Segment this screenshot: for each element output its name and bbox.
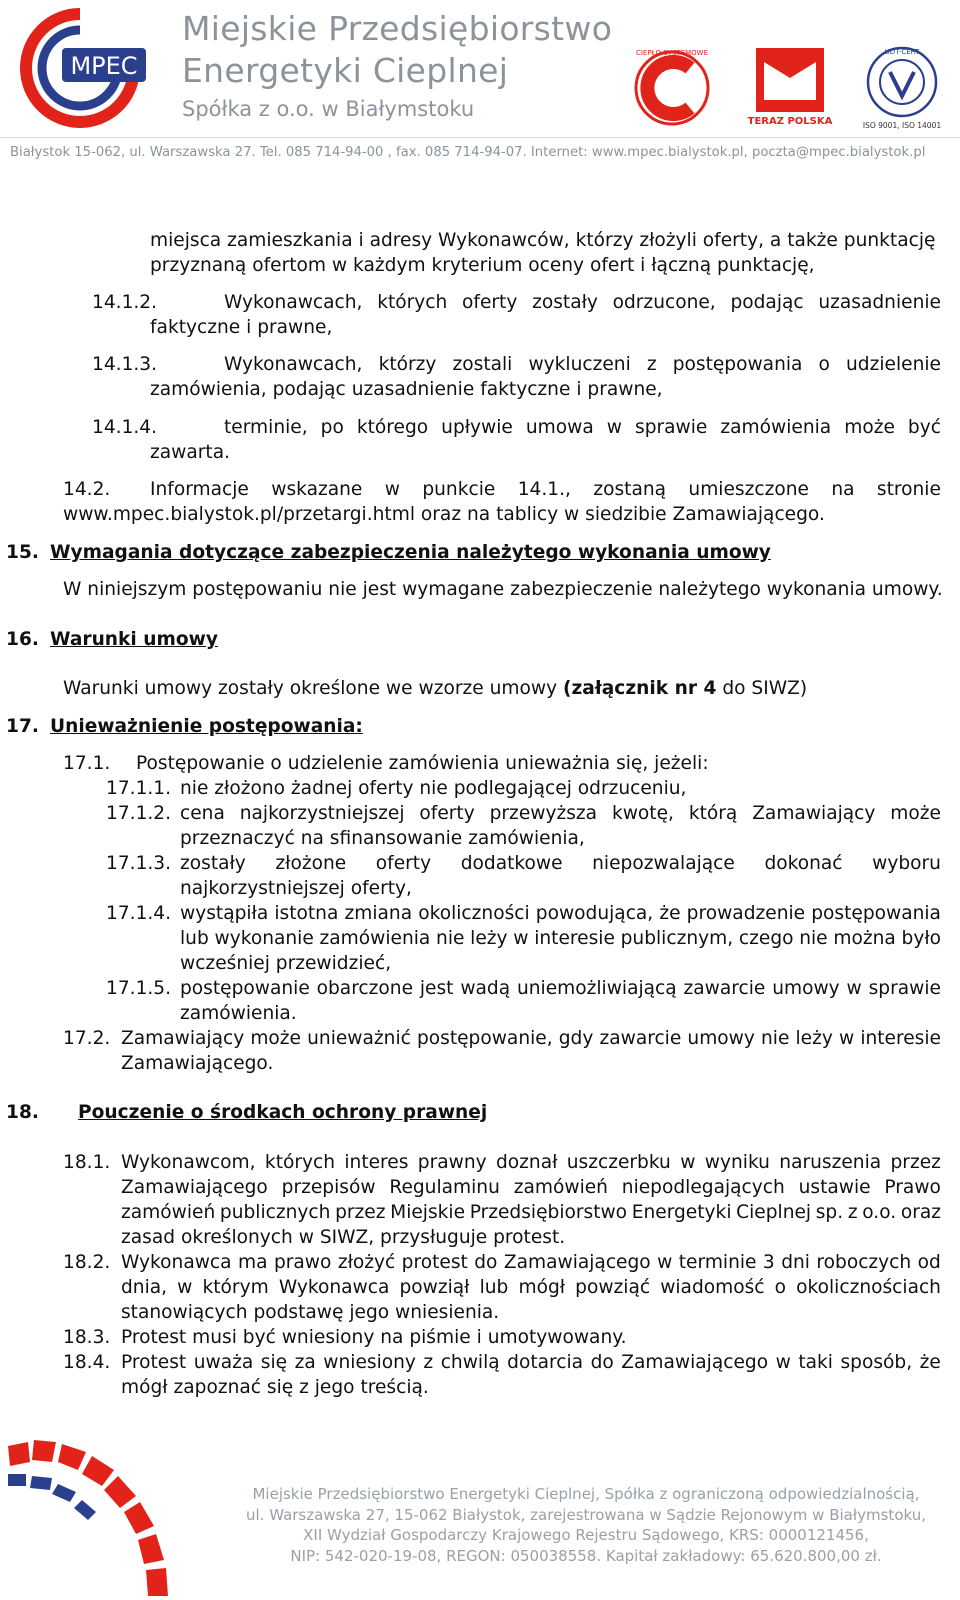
word: 14.1.,: [517, 479, 571, 500]
svg-text:ISO 9001, ISO 14001: ISO 9001, ISO 14001: [862, 121, 942, 130]
item-17-1-2-number: 17.1.2.: [106, 803, 172, 824]
word: Protest: [121, 1352, 187, 1373]
word: w: [513, 928, 529, 949]
company-name-block: [182, 8, 612, 124]
word: oferty: [419, 803, 475, 824]
word: że: [659, 903, 681, 924]
section-16-text-bold: (załącznik nr 4: [562, 678, 717, 699]
word: dodatkowe: [460, 853, 563, 874]
word: wniesiony: [323, 1352, 416, 1373]
item-18-4-line2: mógł zapoznać się z jego treścią.: [121, 1377, 429, 1398]
word: Zamawiającego: [503, 1252, 651, 1273]
word: leży: [795, 1028, 833, 1049]
word: w: [846, 978, 862, 999]
item-18-2-line3: stanowiących podstawę jego wniesienia.: [121, 1302, 500, 1323]
word: Regulaminu: [389, 1177, 500, 1198]
word: kwotę,: [611, 803, 674, 824]
word: sp.: [815, 1202, 844, 1223]
word: można: [833, 928, 896, 949]
word: chwilą: [440, 1352, 500, 1373]
word: nie: [436, 928, 465, 949]
item-14-1-4-line1: [224, 415, 941, 440]
item-18-1-line2: [121, 1175, 941, 1200]
item-14-1-3-number: 14.1.3.: [92, 354, 158, 375]
word: umieszczone: [688, 479, 809, 500]
word: z: [423, 1352, 434, 1373]
item-14-1-3-line2: zamówienia, podając uzasadnienie faktyczne i prawne,: [150, 379, 663, 400]
item-17-1-4-number: 17.1.4.: [106, 903, 172, 924]
company-line3: Spółka z o.o. w Białymstoku: [182, 97, 475, 121]
word: zawarcie: [599, 1028, 682, 1049]
word: Zamawiającego: [121, 1177, 268, 1198]
word: interesie: [860, 1028, 941, 1049]
word: zamówienia: [319, 928, 431, 949]
word: Wykonawcom,: [121, 1152, 256, 1173]
section-18-title: Pouczenie o środkach ochrony prawnej: [78, 1102, 488, 1123]
word: oraz: [900, 1202, 941, 1223]
item-17-1-3-number: 17.1.3.: [106, 853, 172, 874]
word: doznał: [495, 1152, 558, 1173]
item-14-1-4-line2: zawarta.: [150, 442, 230, 463]
word: wadą: [460, 978, 511, 999]
word: w: [177, 1277, 193, 1298]
svg-text:CIEPŁO SYSTEMOWE: CIEPŁO SYSTEMOWE: [635, 49, 709, 57]
item-17-1-5-number: 17.1.5.: [106, 978, 172, 999]
word: których: [264, 1152, 336, 1173]
certification-badges: [632, 44, 944, 134]
word: gdy: [558, 1028, 594, 1049]
word: Zamawiający: [752, 803, 876, 824]
word: w: [838, 1028, 855, 1049]
footer-line4: NIP: 542-020-19-08, REGON: 050038558. Kapitał zakładowy: 65.620.800,00 zł.: [290, 1546, 882, 1565]
header-divider: [0, 137, 960, 138]
word: lub: [479, 1277, 509, 1298]
word: upływie: [441, 417, 513, 438]
word: wykonanie: [214, 928, 314, 949]
word: na: [831, 479, 855, 500]
word: postępowania: [672, 354, 803, 375]
word: postępowanie: [180, 978, 310, 999]
word: Energetyki: [631, 1202, 732, 1223]
word: sprawie: [868, 978, 941, 999]
word: najkorzystniejszej: [239, 803, 405, 824]
word: wyniku: [704, 1152, 770, 1173]
svg-text:TERAZ POLSKA: TERAZ POLSKA: [747, 116, 833, 127]
word: istotna: [274, 903, 339, 924]
word: dni: [781, 1252, 810, 1273]
item-17-1-3-line2: najkorzystniejszej oferty,: [180, 878, 412, 899]
section-16-number: 16.: [6, 629, 39, 650]
mpec-logo: [10, 8, 150, 123]
company-line2: Energetyki Cieplnej: [182, 51, 509, 90]
word: przez: [335, 1202, 386, 1223]
company-line1: Miejskie Przedsiębiorstwo: [182, 9, 613, 48]
section-15-title: Wymagania dotyczące zabezpieczenia należytego wykonania umowy: [50, 542, 771, 563]
word: Wykonawcach,: [224, 292, 363, 313]
cieplo-systemowe-badge: [632, 46, 712, 130]
word: dokonać: [764, 853, 843, 874]
word: którą: [688, 803, 738, 824]
word: powodująca,: [535, 903, 654, 924]
item-17-1-5-line2: zamówienia.: [180, 1003, 297, 1024]
item-17-1-1-text: nie złożono żadnej oferty nie podlegającej odrzuceniu,: [180, 778, 687, 799]
teraz-polska-badge: [747, 48, 833, 128]
word: uzasadnienie: [818, 292, 941, 313]
item-14-1-2-line1: [224, 290, 941, 315]
footer-line3: XII Wydział Gospodarczy Krajowego Rejestru Sądowego, KRS: 0000121456,: [303, 1526, 869, 1544]
header-contact-line: Białystok 15-062, ul. Warszawska 27. Tel. 085 714-94-00 , fax. 085 714-94-07. Internet: www.mpec.bialystok.pl, poczta@mpec.bialystok.pl: [10, 145, 926, 160]
word: prawo: [273, 1252, 332, 1273]
word: lub: [180, 928, 209, 949]
word: okolicznościach: [796, 1277, 941, 1298]
word: odrzucone,: [612, 292, 716, 313]
word: Zamawiającego: [621, 1352, 769, 1373]
word: przepisów: [281, 1177, 376, 1198]
word: o.o.: [862, 1202, 897, 1223]
word: oferty: [462, 292, 518, 313]
word: Wykonawca: [278, 1277, 390, 1298]
word: których: [377, 292, 448, 313]
word: o: [774, 1277, 787, 1298]
section-18-number: 18.: [6, 1102, 39, 1123]
word: Informacje: [150, 479, 249, 500]
word: powziął: [399, 1277, 470, 1298]
word: dotarcia: [507, 1352, 584, 1373]
item-17-1-3-line1: [180, 851, 941, 876]
word: jest: [419, 978, 454, 999]
item-17-1-5-line1: [180, 976, 941, 1001]
word: być: [907, 417, 941, 438]
word: od: [917, 1252, 941, 1273]
item-18-1-line3: [121, 1200, 941, 1225]
word: zostały: [532, 292, 598, 313]
word: sposób,: [840, 1352, 913, 1373]
item-17-1-text: Postępowanie o udzielenie zamówienia unieważnia się, jeżeli:: [136, 753, 709, 774]
word: sprawie: [635, 417, 708, 438]
item-18-1-line1: [121, 1150, 941, 1175]
section-15-text: W niniejszym postępowaniu nie jest wymagane zabezpieczenie należytego wykonania umowy.: [63, 579, 943, 600]
word: stronie: [876, 479, 941, 500]
item-18-1-line4: zasad określonych w SIWZ, przysługuje protest.: [121, 1227, 566, 1248]
word: złożone: [275, 853, 347, 874]
item-17-1-1-number: 17.1.1.: [106, 778, 172, 799]
item-17-2-number: 17.2.: [63, 1028, 111, 1049]
word: Cieplnej: [736, 1202, 812, 1223]
udt-cert-badge: [860, 44, 944, 132]
word: którego: [356, 417, 429, 438]
word: wystąpiła: [180, 903, 269, 924]
item-14-1-3-line1: [224, 352, 941, 377]
word: umowy: [687, 1028, 755, 1049]
item-14-2-line1: [150, 477, 941, 502]
word: uniemożliwiającą: [516, 978, 677, 999]
item-14-1-2-number: 14.1.2.: [92, 292, 158, 313]
word: w: [606, 417, 622, 438]
word: podając: [730, 292, 804, 313]
word: zostały: [180, 853, 246, 874]
word: uważa: [193, 1352, 254, 1373]
section-17-title: Unieważnienie postępowania:: [50, 716, 363, 737]
word: terminie,: [224, 417, 308, 438]
footer-arc-decoration: [6, 1440, 196, 1600]
section-15-number: 15.: [6, 542, 39, 563]
section-17-number: 17.: [6, 716, 39, 737]
word: w: [384, 479, 400, 500]
word: niepozwalające: [592, 853, 735, 874]
item-17-1-2-line1: [180, 801, 941, 826]
item-18-1-number: 18.1.: [63, 1152, 111, 1173]
word: za: [294, 1352, 316, 1373]
word: przewyższa: [489, 803, 598, 824]
word: w: [680, 1152, 696, 1173]
word: Wykonawcach,: [224, 354, 363, 375]
word: zawarcie: [683, 978, 766, 999]
word: nie: [761, 1028, 790, 1049]
word: w: [657, 1252, 673, 1273]
word: czego: [738, 928, 794, 949]
word: zostaną: [593, 479, 667, 500]
word: się: [260, 1352, 288, 1373]
word: niepodlegających: [621, 1177, 785, 1198]
word: w: [775, 1352, 791, 1373]
word: publicznych: [219, 1202, 331, 1223]
section-16-text-c: do SIWZ): [716, 678, 808, 699]
word: do: [474, 1252, 498, 1273]
footer-line1: Miejskie Przedsiębiorstwo Energetyki Cieplnej, Spółka z ograniczoną odpowiedzialnością,: [252, 1485, 920, 1503]
item-18-4-number: 18.4.: [63, 1352, 111, 1373]
word: roboczych: [816, 1252, 912, 1273]
word: dnia,: [121, 1277, 168, 1298]
word: prowadzenie: [686, 903, 806, 924]
word: taki: [798, 1352, 833, 1373]
word: protest: [401, 1252, 468, 1273]
word: było: [901, 928, 941, 949]
word: zamówienia: [720, 417, 832, 438]
section-16-text: [63, 676, 807, 701]
word: złożyć: [337, 1252, 396, 1273]
word: zostali: [452, 354, 513, 375]
word: do: [590, 1352, 614, 1373]
word: naruszenia: [779, 1152, 882, 1173]
word: ustawie: [798, 1177, 871, 1198]
word: Przedsiębiorstwo: [469, 1202, 628, 1223]
word: zmiana: [344, 903, 413, 924]
item-18-4-line1: [121, 1350, 941, 1375]
word: wskazane: [271, 479, 363, 500]
word: przez: [890, 1152, 941, 1173]
word: 3: [762, 1252, 775, 1273]
word: że: [919, 1352, 941, 1373]
word: cena: [180, 803, 225, 824]
item-18-3-text: Protest musi być wniesiony na piśmie i umotywowany.: [121, 1327, 627, 1348]
logo-text: MPEC: [70, 52, 138, 80]
item-18-2-line1: [121, 1250, 941, 1275]
item-18-3-number: 18.3.: [63, 1327, 111, 1348]
word: postępowania: [811, 903, 941, 924]
word: którzy: [378, 354, 437, 375]
item-14-1-2-line2: faktyczne i prawne,: [150, 317, 333, 338]
word: zamówień: [121, 1202, 216, 1223]
section-16-title: Warunki umowy: [50, 629, 218, 650]
word: może: [844, 417, 895, 438]
section-16-text-a: Warunki umowy zostały określone we wzorze umowy: [63, 678, 563, 699]
word: okoliczności: [418, 903, 530, 924]
footer-line2: ul. Warszawska 27, 15-062 Białystok, zarejestrowana w Sądzie Rejonowym w Białymstoku,: [245, 1505, 926, 1524]
word: Zamawiający: [121, 1028, 245, 1049]
item-17-1-4-line2: [180, 926, 941, 951]
word: po: [320, 417, 344, 438]
word: udzielenie: [846, 354, 941, 375]
word: umowy: [772, 978, 840, 999]
word: oferty: [375, 853, 432, 874]
word: interesie: [534, 928, 615, 949]
svg-text:UDT-CERT: UDT-CERT: [884, 48, 920, 56]
word: obarczone: [316, 978, 414, 999]
word: mógł: [518, 1277, 566, 1298]
item-17-2-line2: Zamawiającego.: [121, 1053, 274, 1074]
word: którym: [202, 1277, 269, 1298]
word: z: [646, 354, 657, 375]
word: nie: [799, 928, 828, 949]
word: unieważnić: [307, 1028, 411, 1049]
item-14-2-line2: www.mpec.bialystok.pl/przetargi.html oraz na tablicy w siedzibie Zamawiającego.: [63, 504, 825, 525]
word: Miejskie: [390, 1202, 466, 1223]
word: może: [890, 803, 941, 824]
word: postępowanie,: [416, 1028, 553, 1049]
intro-line1: miejsca zamieszkania i adresy Wykonawców, którzy złożyli oferty, a także punktację: [150, 230, 936, 251]
footer-company-info: [236, 1484, 936, 1566]
word: Wykonawca: [121, 1252, 232, 1273]
word: umowa: [525, 417, 594, 438]
word: Prawo: [884, 1177, 941, 1198]
item-17-1-number: 17.1.: [63, 753, 111, 774]
intro-line2: przyznaną ofertom w każdym kryterium oceny ofert i łączną punktację,: [150, 255, 815, 276]
item-14-2-number: 14.2.: [63, 479, 111, 500]
word: prawny: [417, 1152, 487, 1173]
word: wyboru: [872, 853, 941, 874]
word: zamówień: [513, 1177, 608, 1198]
word: z: [847, 1202, 858, 1223]
word: interes: [344, 1152, 409, 1173]
word: może: [250, 1028, 302, 1049]
item-17-1-4-line1: [180, 901, 941, 926]
word: powziąć: [575, 1277, 651, 1298]
word: leży: [470, 928, 508, 949]
word: o: [818, 354, 830, 375]
item-17-1-4-line3: wcześniej przewidzieć,: [180, 953, 392, 974]
word: uszczerbku: [566, 1152, 671, 1173]
word: punkcie: [422, 479, 496, 500]
item-17-1-2-line2: przeznaczyć na sfinansowanie zamówienia,: [180, 828, 585, 849]
item-17-2-line1: [121, 1026, 941, 1051]
word: wiadomość: [660, 1277, 765, 1298]
word: ma: [237, 1252, 268, 1273]
item-14-1-4-number: 14.1.4.: [92, 417, 158, 438]
word: wykluczeni: [528, 354, 631, 375]
item-18-2-number: 18.2.: [63, 1252, 111, 1273]
item-18-2-line2: [121, 1275, 941, 1300]
word: terminie: [678, 1252, 757, 1273]
word: publicznym,: [620, 928, 734, 949]
